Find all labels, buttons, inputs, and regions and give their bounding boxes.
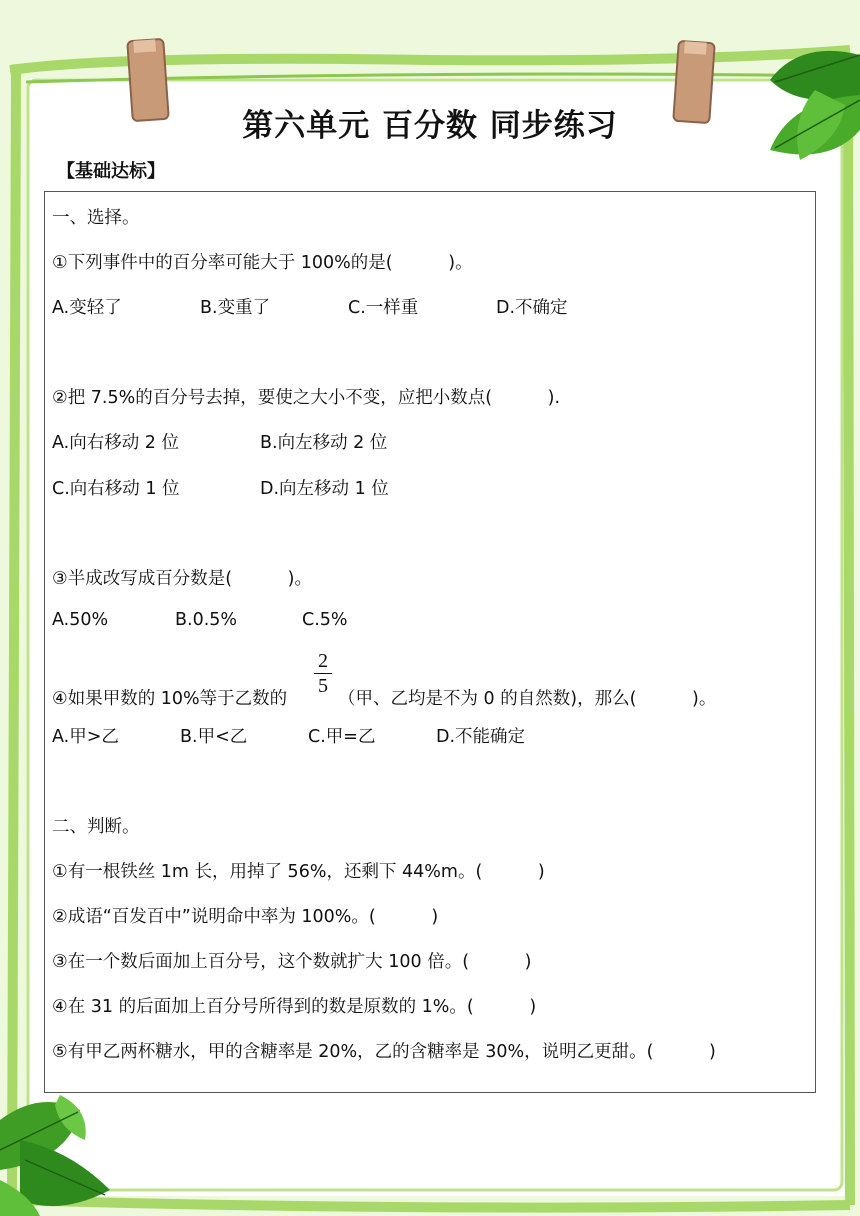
q2-option-d: D.向左移动 1 位: [260, 479, 389, 499]
judge-item-1: ①有一根铁丝 1m 长，用掉了 56%，还剩下 44%m。( ): [52, 862, 545, 882]
q4-stem-after: （甲、乙均是不为 0 的自然数)，那么( )。: [338, 689, 717, 709]
q4-fraction: [314, 650, 332, 697]
q4-fraction-numerator: 2: [318, 650, 328, 672]
q1-option-d: D.不确定: [496, 298, 568, 318]
q3-stem: ③半成改写成百分数是( )。: [52, 569, 312, 589]
q3-option-c: C.5%: [302, 610, 348, 630]
q4-option-d: D.不能确定: [436, 727, 526, 747]
q2-option-c: C.向右移动 1 位: [52, 479, 180, 499]
q3-option-b: B.0.5%: [175, 610, 238, 630]
q4-option-c: C.甲=乙: [308, 727, 376, 747]
q4-option-b: B.甲<乙: [180, 727, 248, 747]
q1-option-a: A.变轻了: [52, 298, 122, 318]
q4-option-a: A.甲>乙: [52, 727, 119, 747]
part1-heading: 一、选择。: [52, 208, 140, 228]
page-title: 第六单元 百分数 同步练习: [242, 108, 618, 144]
q4-stem-before: ④如果甲数的 10%等于乙数的: [52, 689, 288, 709]
q1-option-c: C.一样重: [348, 298, 419, 318]
q1-stem: ①下列事件中的百分率可能大于 100%的是( )。: [52, 253, 473, 273]
judge-item-4: ④在 31 的后面加上百分号所得到的数是原数的 1%。( ): [52, 997, 537, 1017]
q2-option-b: B.向左移动 2 位: [260, 433, 388, 453]
q4-fraction-denominator: 5: [318, 675, 328, 697]
q2-option-a: A.向右移动 2 位: [52, 433, 179, 453]
judge-item-3: ③在一个数后面加上百分号，这个数就扩大 100 倍。( ): [52, 952, 532, 972]
judge-item-5: ⑤有甲乙两杯糖水，甲的含糖率是 20%，乙的含糖率是 30%，说明乙更甜。( ): [52, 1042, 716, 1062]
section-tag: 【基础达标】: [57, 161, 165, 182]
q3-option-a: A.50%: [52, 610, 109, 630]
part2-heading: 二、判断。: [52, 817, 140, 837]
q2-stem: ②把 7.5%的百分号去掉，要使之大小不变，应把小数点( ).: [52, 388, 561, 408]
q1-option-b: B.变重了: [200, 298, 271, 318]
judge-item-2: ②成语“百发百中”说明命中率为 100%。( ): [52, 907, 439, 927]
